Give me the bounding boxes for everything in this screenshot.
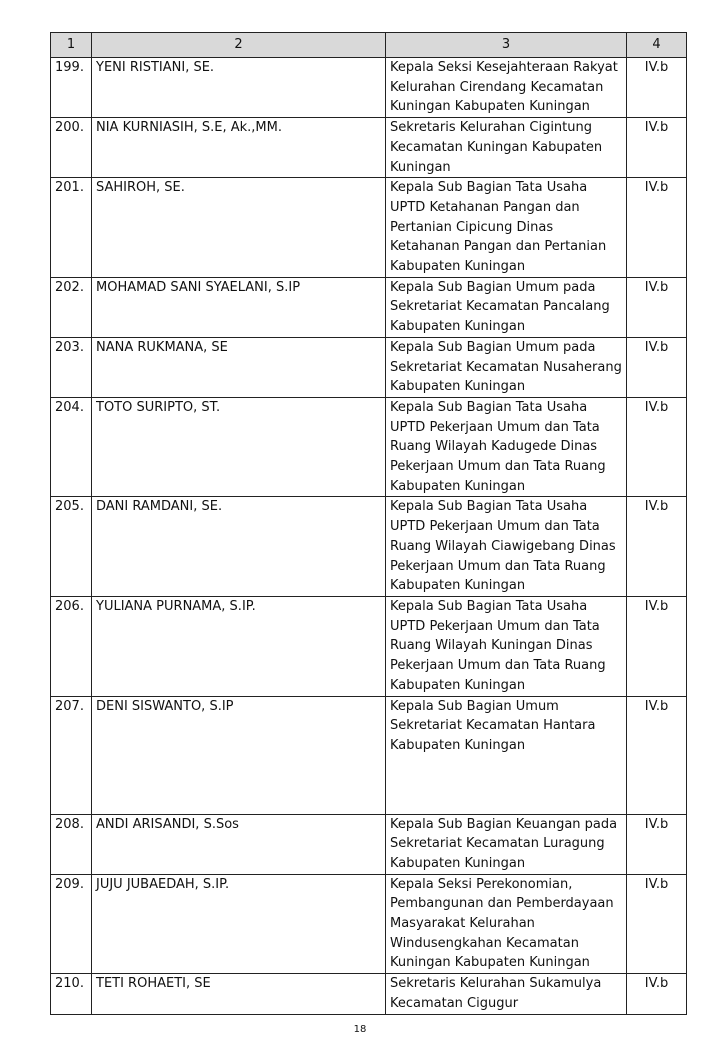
official-position: Kepala Sub Bagian Umum Sekretariat Kecamatan Hantara Kabupaten Kuningan xyxy=(386,696,627,814)
header-row xyxy=(51,33,687,58)
official-position: Kepala Sub Bagian Tata Usaha UPTD Pekerjaan Umum dan Tata Ruang Wilayah Kadugede Dinas Pekerjaan Umum dan Tata Ruang Kabupaten Kuningan xyxy=(386,397,627,497)
column-header-1: 1 xyxy=(51,33,92,58)
row-number: 205. xyxy=(51,497,92,597)
official-grade: IV.b xyxy=(627,497,687,597)
row-number: 200. xyxy=(51,118,92,178)
row-number: 203. xyxy=(51,337,92,397)
row-number: 210. xyxy=(51,974,92,1014)
column-header-3: 3 xyxy=(386,33,627,58)
official-position: Kepala Seksi Kesejahteraan Rakyat Kelurahan Cirendang Kecamatan Kuningan Kabupaten Kuningan xyxy=(386,58,627,118)
row-number: 199. xyxy=(51,58,92,118)
table-row xyxy=(51,696,687,814)
official-position: Kepala Sub Bagian Tata Usaha UPTD Pekerjaan Umum dan Tata Ruang Wilayah Ciawigebang Dinas Pekerjaan Umum dan Tata Ruang Kabupaten Kuningan xyxy=(386,497,627,597)
table-row xyxy=(51,814,687,874)
official-grade: IV.b xyxy=(627,58,687,118)
table-row xyxy=(51,874,687,974)
row-number: 209. xyxy=(51,874,92,974)
officials-table xyxy=(50,32,687,1015)
row-number: 204. xyxy=(51,397,92,497)
table-row xyxy=(51,337,687,397)
official-name: MOHAMAD SANI SYAELANI, S.IP xyxy=(92,277,386,337)
official-grade: IV.b xyxy=(627,397,687,497)
official-position: Kepala Seksi Perekonomian, Pembangunan dan Pemberdayaan Masyarakat Kelurahan Windusengkahan Kecamatan Kuningan Kabupaten Kuningan xyxy=(386,874,627,974)
official-name: TOTO SURIPTO, ST. xyxy=(92,397,386,497)
table-row xyxy=(51,277,687,337)
official-position: Kepala Sub Bagian Umum pada Sekretariat Kecamatan Nusaherang Kabupaten Kuningan xyxy=(386,337,627,397)
official-name: YENI RISTIANI, SE. xyxy=(92,58,386,118)
table-row xyxy=(51,974,687,1014)
row-number: 207. xyxy=(51,696,92,814)
table-row xyxy=(51,397,687,497)
table-row xyxy=(51,497,687,597)
official-grade: IV.b xyxy=(627,337,687,397)
row-number: 206. xyxy=(51,596,92,696)
official-name: NIA KURNIASIH, S.E, Ak.,MM. xyxy=(92,118,386,178)
page-number: 18 xyxy=(353,1024,367,1035)
official-name: TETI ROHAETI, SE xyxy=(92,974,386,1014)
official-grade: IV.b xyxy=(627,814,687,874)
table-row xyxy=(51,596,687,696)
official-position: Kepala Sub Bagian Keuangan pada Sekretariat Kecamatan Luragung Kabupaten Kuningan xyxy=(386,814,627,874)
official-grade: IV.b xyxy=(627,118,687,178)
official-grade: IV.b xyxy=(627,696,687,814)
table-row xyxy=(51,118,687,178)
official-grade: IV.b xyxy=(627,596,687,696)
official-name: YULIANA PURNAMA, S.IP. xyxy=(92,596,386,696)
row-number: 201. xyxy=(51,178,92,278)
official-name: DENI SISWANTO, S.IP xyxy=(92,696,386,814)
official-name: SAHIROH, SE. xyxy=(92,178,386,278)
official-name: NANA RUKMANA, SE xyxy=(92,337,386,397)
table-row xyxy=(51,58,687,118)
official-position: Kepala Sub Bagian Umum pada Sekretariat Kecamatan Pancalang Kabupaten Kuningan xyxy=(386,277,627,337)
column-header-4: 4 xyxy=(627,33,687,58)
official-name: DANI RAMDANI, SE. xyxy=(92,497,386,597)
official-position: Kepala Sub Bagian Tata Usaha UPTD Pekerjaan Umum dan Tata Ruang Wilayah Kuningan Dinas Pekerjaan Umum dan Tata Ruang Kabupaten Kuningan xyxy=(386,596,627,696)
official-position: Kepala Sub Bagian Tata Usaha UPTD Ketahanan Pangan dan Pertanian Cipicung Dinas Ketahanan Pangan dan Pertanian Kabupaten Kuningan xyxy=(386,178,627,278)
row-number: 202. xyxy=(51,277,92,337)
official-grade: IV.b xyxy=(627,178,687,278)
official-position: Sekretaris Kelurahan Sukamulya Kecamatan Cigugur xyxy=(386,974,627,1014)
official-name: JUJU JUBAEDAH, S.IP. xyxy=(92,874,386,974)
table-row xyxy=(51,178,687,278)
official-grade: IV.b xyxy=(627,974,687,1014)
row-number: 208. xyxy=(51,814,92,874)
official-grade: IV.b xyxy=(627,874,687,974)
official-position: Sekretaris Kelurahan Cigintung Kecamatan Kuningan Kabupaten Kuningan xyxy=(386,118,627,178)
official-name: ANDI ARISANDI, S.Sos xyxy=(92,814,386,874)
column-header-2: 2 xyxy=(92,33,386,58)
official-grade: IV.b xyxy=(627,277,687,337)
